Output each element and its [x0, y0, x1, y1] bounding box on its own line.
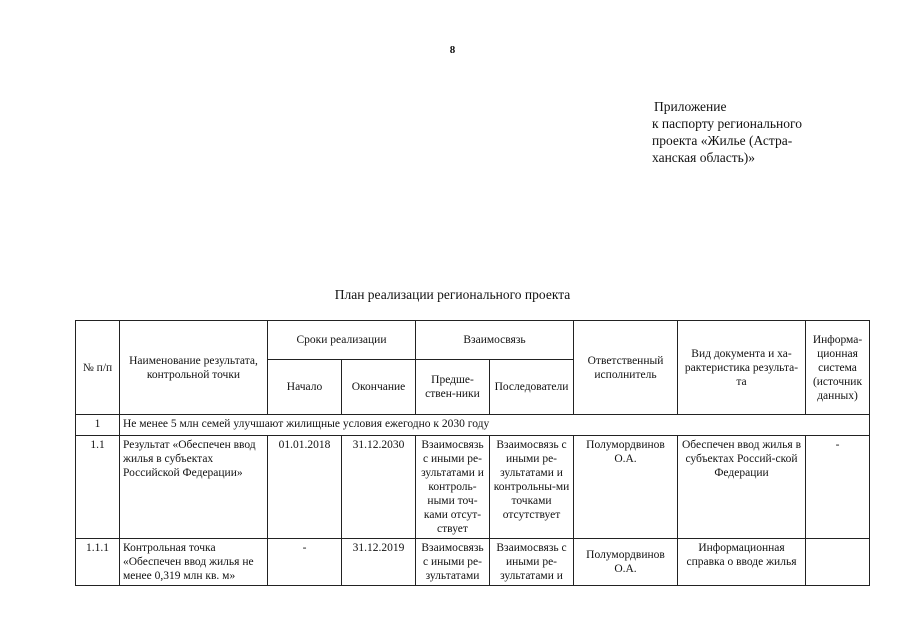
plan-title: План реализации регионального проекта	[334, 287, 571, 302]
appendix-line: Приложение	[654, 99, 727, 114]
row-predecessors: Взаимосвязь с иными ре-зультатами и контроль-ными точ-ками отсут-ствует	[416, 436, 490, 539]
row-end: 31.12.2019	[342, 539, 416, 586]
header-relation: Взаимосвязь	[416, 321, 574, 360]
header-start: Начало	[268, 360, 342, 415]
plan-table	[75, 320, 870, 586]
row-num: 1.1	[76, 436, 120, 539]
header-successors: Последователи	[490, 360, 574, 415]
header-end: Окончание	[342, 360, 416, 415]
row-end: 31.12.2030	[342, 436, 416, 539]
table-row	[76, 415, 870, 436]
row-name: Контрольная точка «Обеспечен ввод жилья не менее 0,319 млн кв. м»	[120, 539, 268, 586]
header-responsible: Ответственный исполнитель	[574, 321, 678, 415]
header-info-system: Информа-ционная система (источник данных)	[806, 321, 870, 415]
row-doc-type: Обеспечен ввод жилья в субъектах Россий-ской Федерации	[678, 436, 806, 539]
header-doc-type: Вид документа и ха-рактеристика результа-та	[678, 321, 806, 415]
row-successors: Взаимосвязь с иными ре-зультатами и контрольны-ми точками отсутствует	[490, 436, 574, 539]
page-number: 8	[449, 44, 456, 56]
row-predecessors: Взаимосвязь с иными ре-зультатами	[416, 539, 490, 586]
table-header-row	[76, 321, 870, 360]
goal-num: 1	[76, 415, 120, 436]
row-name: Результат «Обеспечен ввод жилья в субъектах Российской Федерации»	[120, 436, 268, 539]
row-successors: Взаимосвязь с иными ре-зультатами и	[490, 539, 574, 586]
row-doc-type: Информационная справка о вводе жилья	[678, 539, 806, 586]
row-responsible: Полумордвинов О.А.	[574, 436, 678, 539]
row-start: 01.01.2018	[268, 436, 342, 539]
row-info-system: -	[806, 436, 870, 539]
row-responsible: Полумордвинов О.А.	[574, 539, 678, 586]
header-terms: Сроки реализации	[268, 321, 416, 360]
header-name: Наименование результата, контрольной точки	[120, 321, 268, 415]
appendix-block	[652, 98, 852, 166]
header-num: № п/п	[76, 321, 120, 415]
appendix-line: проекта «Жилье (Астра-	[652, 133, 793, 148]
appendix-line: ханская область)»	[652, 150, 756, 165]
goal-text: Не менее 5 млн семей улучшают жилищные условия ежегодно к 2030 году	[120, 415, 870, 436]
row-info-system	[806, 539, 870, 586]
table-row	[76, 436, 870, 539]
appendix-line: к паспорту регионального	[652, 116, 802, 131]
row-num: 1.1.1	[76, 539, 120, 586]
header-predecessors: Предше-ствен-ники	[416, 360, 490, 415]
row-start: -	[268, 539, 342, 586]
table-row	[76, 539, 870, 586]
